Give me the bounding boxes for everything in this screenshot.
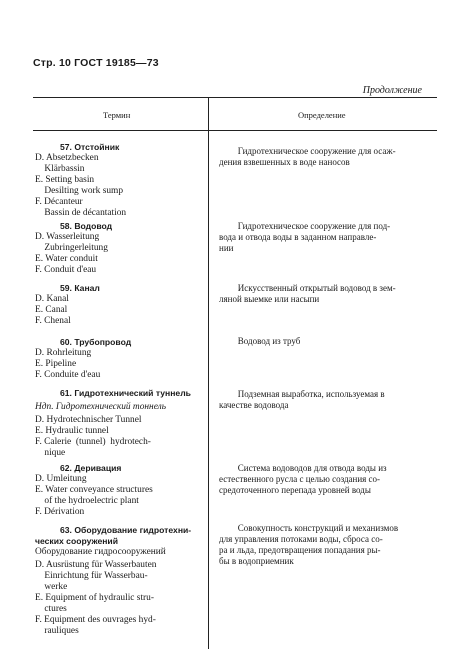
definition-line: Совокупность конструкций и механизмов	[231, 523, 399, 533]
term-title: 63. Оборудование гидротехни-	[60, 525, 192, 535]
term-translation: E. Hydraulic tunnel	[35, 426, 109, 436]
term-translation: F. Conduite d'eau	[35, 370, 101, 380]
term-translation: F. Chenal	[35, 316, 71, 326]
definition-line: средоточенного перепада уровней воды	[219, 485, 371, 495]
term-translation: E. Pipeline	[35, 359, 77, 369]
term-translation: F. Conduit d'eau	[35, 265, 97, 275]
definition-line: бы в водоприемник	[219, 556, 294, 566]
definition-line: Водовод из труб	[231, 336, 301, 346]
page-header: Стр. 10 ГОСТ 19185—73	[33, 57, 159, 69]
term-definition	[219, 283, 433, 305]
term-translation: D. Rohrleitung	[35, 348, 92, 358]
term-entry	[35, 337, 205, 381]
definition-line: качестве водовода	[219, 400, 289, 410]
term-translation: werke	[35, 582, 68, 592]
term-definition	[219, 221, 433, 254]
term-translation: D. Wasserleitung	[35, 232, 100, 242]
term-translation: F. Calerie (tunnel) hydrotech-	[35, 437, 151, 447]
term-entry	[35, 283, 205, 327]
term-translation: nique	[35, 448, 66, 458]
term-definition	[219, 146, 433, 168]
term-translation: F. Equipment des ouvrages hyd-	[35, 615, 156, 625]
term-entry	[35, 221, 205, 276]
definition-line: Гидротехническое сооружение для осаж-	[231, 146, 396, 156]
term-translation: ctures	[35, 604, 67, 614]
term-definition	[219, 523, 433, 567]
term-title: 58. Водовод	[60, 221, 113, 231]
term-translation: Bassin de décantation	[35, 208, 127, 218]
definition-line: естественного русла с целью создания со-	[219, 474, 381, 484]
term-translation: D. Ausrüstung für Wasserbauten	[35, 560, 157, 570]
definition-line: Гидротехническое сооружение для под-	[231, 221, 391, 231]
definition-line: Искусственный открытый водовод в зем-	[231, 283, 396, 293]
term-title: 57. Отстойник	[60, 142, 120, 152]
term-entry	[35, 525, 205, 637]
term-translation: of the hydroelectric plant	[35, 496, 139, 506]
definition-line: нии	[219, 243, 234, 253]
term-title: 60. Трубопровод	[60, 337, 132, 347]
term-translation: E. Canal	[35, 305, 68, 315]
term-translation: Desilting work sump	[35, 186, 124, 196]
definition-line: ра и льда, предотвращения попадания ры-	[219, 545, 381, 555]
term-translation: rauliques	[35, 626, 79, 636]
term-entry	[35, 388, 205, 459]
definition-line: Система водоводов для отвода воды из	[231, 463, 387, 473]
term-translation: Klärbassin	[35, 164, 85, 174]
term-translation: D. Kanal	[35, 294, 69, 304]
term-translation: F. Décanteur	[35, 197, 83, 207]
term-synonym: Ндп. Гидротехнический тоннель	[35, 402, 166, 412]
term-translation: D. Absetzbecken	[35, 153, 99, 163]
continued-label: Продолжение	[362, 85, 422, 96]
term-translation: E. Water conveyance structures	[35, 485, 153, 495]
term-translation: D. Umleitung	[35, 474, 87, 484]
term-translation: Zubringerleitung	[35, 243, 108, 253]
term-definition	[219, 463, 433, 496]
term-translation: Einrichtung für Wasserbau-	[35, 571, 148, 581]
column-header-term: Термин	[103, 110, 131, 120]
definition-line: дения взвешенных в воде наносов	[219, 157, 350, 167]
term-definition	[219, 389, 433, 411]
definition-line: ляной выемке или насыпи	[219, 294, 320, 304]
term-translation: E. Water conduit	[35, 254, 98, 264]
term-title: 61. Гидротехнический туннель	[60, 388, 191, 398]
column-divider	[208, 97, 209, 649]
term-title: ческих сооружений	[35, 536, 119, 546]
table-header-rule	[33, 130, 437, 131]
term-title: 59. Канал	[60, 283, 100, 293]
term-translation: E. Equipment of hydraulic stru-	[35, 593, 154, 603]
term-definition	[219, 336, 433, 347]
term-translation: F. Dérivation	[35, 507, 85, 517]
term-translation: D. Hydrotechnischer Tunnel	[35, 415, 142, 425]
column-header-definition: Определение	[298, 110, 346, 120]
definition-line: вода и отвода воды в заданном направле-	[219, 232, 377, 242]
term-title: 62. Деривация	[60, 463, 122, 473]
term-subterm: Оборудование гидросооружений	[35, 547, 166, 557]
definition-line: для управления потоками воды, сброса со-	[219, 534, 383, 544]
table-top-rule	[33, 97, 437, 98]
term-translation: E. Setting basin	[35, 175, 95, 185]
term-entry	[35, 463, 205, 518]
definition-line: Подземная выработка, используемая в	[231, 389, 385, 399]
term-entry	[35, 142, 205, 219]
